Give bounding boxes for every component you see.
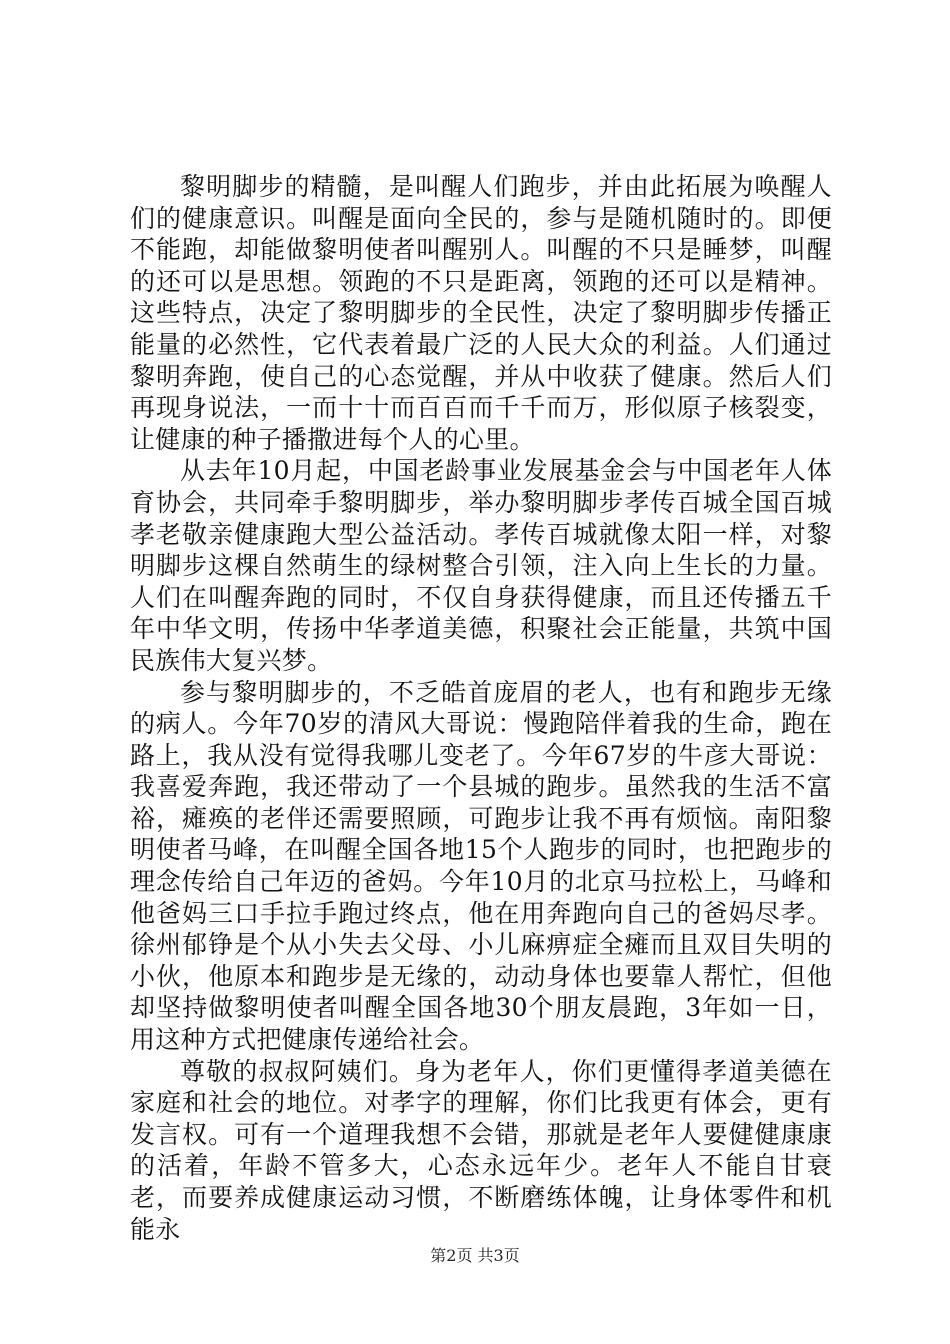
paragraph-2: 从去年10月起，中国老龄事业发展基金会与中国老年人体育协会，共同牵手黎明脚步，举办黎明脚步孝传百城全国百城孝老敬亲健康跑大型公益活动。孝传百城就像太阳一样，对黎明脚步这棵自然萌生的绿树整合引领，注入向上生长的力量。人们在叫醒奔跑的同时，不仅自身获得健康，而且还传播五千年中华文明，传扬中华孝道美德，积聚社会正能量，共筑中国民族伟大复兴梦。 [130,456,832,675]
paragraph-4: 尊敬的叔叔阿姨们。身为老年人，你们更懂得孝道美德在家庭和社会的地位。对孝字的理解，你们比我更有体会，更有发言权。可有一个道理我想不会错，那就是老年人要健健康康的活着，年龄不管多大，心态永远年少。老年人不能自甘衰老，而要养成健康运动习惯，不断磨练体魄，让身体零件和机能永 [130,1056,832,1244]
paragraph-3: 参与黎明脚步的，不乏皓首庞眉的老人，也有和跑步无缘的病人。今年70岁的清风大哥说：慢跑陪伴着我的生命，跑在路上，我从没有觉得我哪儿变老了。今年67岁的牛彦大哥说：我喜爱奔跑，我还带动了一个县城的跑步。虽然我的生活不富裕，瘫痪的老伴还需要照顾，可跑步让我不再有烦恼。南阳黎明使者马峰，在叫醒全国各地15个人跑步的同时，也把跑步的理念传给自己年迈的爸妈。今年10月的北京马拉松上，马峰和他爸妈三口手拉手跑过终点，他在用奔跑向自己的爸妈尽孝。徐州郁铮是个从小失去父母、小儿麻痹症全瘫而且双目失明的小伙，他原本和跑步是无缘的，动动身体也要靠人帮忙，但他却坚持做黎明使者叫醒全国各地30个朋友晨跑，3年如一日，用这种方式把健康传递给社会。 [130,677,832,1055]
paragraph-1: 黎明脚步的精髓，是叫醒人们跑步，并由此拓展为唤醒人们的健康意识。叫醒是面向全民的，参与是随机随时的。即便不能跑，却能做黎明使者叫醒别人。叫醒的不只是睡梦，叫醒的还可以是思想。领跑的不只是距离，领跑的还可以是精神。这些特点，决定了黎明脚步的全民性，决定了黎明脚步传播正能量的必然性，它代表着最广泛的人民大众的利益。人们通过黎明奔跑，使自己的心态觉醒，并从中收获了健康。然后人们再现身说法，一而十十而百百而千千而万，形似原子核裂变，让健康的种子播撒进每个人的心里。 [130,172,832,454]
page-number-footer: 第2页 共3页 [430,1246,520,1265]
document-body [130,171,832,1245]
